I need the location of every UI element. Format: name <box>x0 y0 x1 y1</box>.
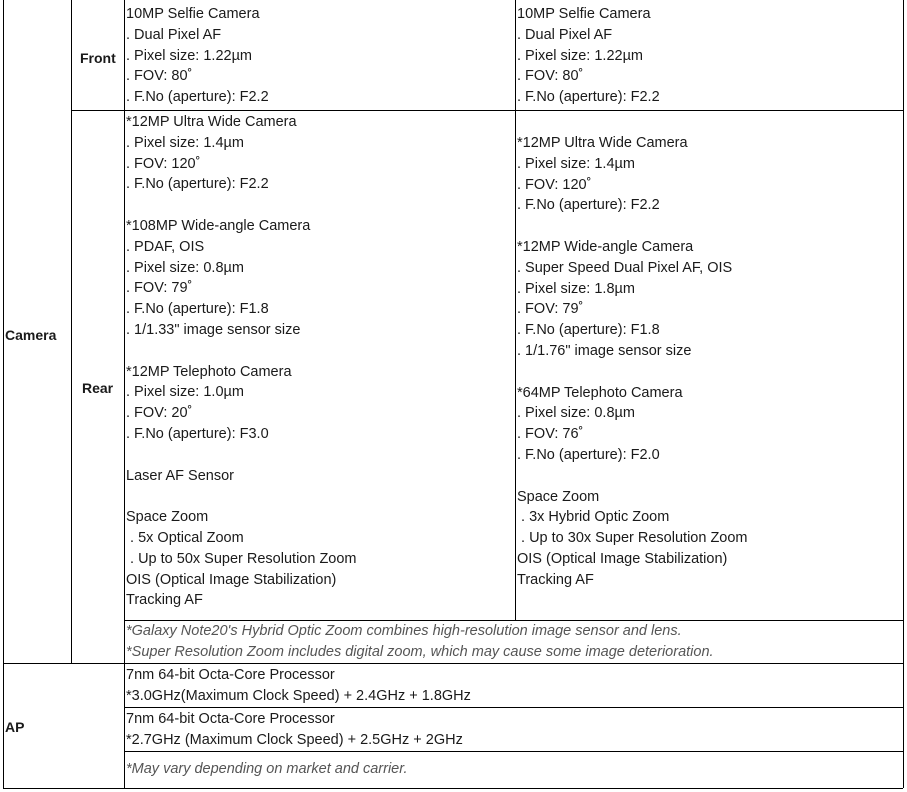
subsection-label-rear: Rear <box>82 380 114 396</box>
spec-line: 7nm 64-bit Octa-Core Processor <box>126 667 335 683</box>
divider-label-content <box>124 0 125 788</box>
spec-line: . F.No (aperture): F1.8 <box>517 322 660 339</box>
spec-line: 10MP Selfie Camera <box>517 6 651 22</box>
spec-line: . Pixel size: 1.4µm <box>517 155 635 172</box>
spec-line: . Dual Pixel AF <box>517 26 613 43</box>
rear-camera-left-specs <box>126 112 357 611</box>
spec-line: . Pixel size: 0.8µm <box>126 259 244 276</box>
spec-line: *12MP Wide-angle Camera <box>517 238 694 255</box>
spec-line: *2.7GHz (Maximum Clock Speed) + 2.5GHz + 2GHz <box>126 731 463 748</box>
table-border-left <box>3 0 4 788</box>
spec-line: Tracking AF <box>126 592 203 609</box>
spec-line: . Pixel size: 1.0µm <box>126 384 244 401</box>
spec-line: *3.0GHz(Maximum Clock Speed) + 2.4GHz + 1.8GHz <box>126 687 471 704</box>
spec-line: Space Zoom <box>517 488 600 505</box>
spec-line: . 1/1.33" image sensor size <box>126 321 301 338</box>
spec-line: 7nm 64-bit Octa-Core Processor <box>126 711 335 727</box>
spec-line: . Dual Pixel AF <box>126 26 222 43</box>
spec-line: . FOV: 79˚ <box>517 301 584 318</box>
footnote: *Galaxy Note20's Hybrid Optic Zoom combines high-resolution image sensor and lens. <box>126 623 682 639</box>
rear-camera-right-specs <box>517 133 748 591</box>
spec-line: Laser AF Sensor <box>126 467 234 484</box>
spec-line: . FOV: 20˚ <box>126 405 193 422</box>
divider-model-columns <box>515 0 516 620</box>
spec-line: . Super Speed Dual Pixel AF, OIS <box>517 259 733 276</box>
spec-line: *12MP Telephoto Camera <box>126 363 292 380</box>
spec-line: . FOV: 80˚ <box>126 68 193 85</box>
spec-line: . FOV: 120˚ <box>126 155 201 172</box>
spec-line: *64MP Telephoto Camera <box>517 384 683 401</box>
spec-line: . F.No (aperture): F2.2 <box>126 89 269 106</box>
spec-line: Space Zoom <box>126 509 209 526</box>
spec-line: . F.No (aperture): F2.2 <box>517 89 660 106</box>
front-camera-right-specs <box>517 4 660 108</box>
spec-line: . F.No (aperture): F3.0 <box>126 425 269 442</box>
divider-front-rear <box>71 110 903 111</box>
spec-line: . 1/1.76" image sensor size <box>517 342 692 359</box>
divider-camera-ap <box>3 663 903 664</box>
spec-line: . F.No (aperture): F2.0 <box>517 446 660 463</box>
spec-line: . Pixel size: 1.22µm <box>126 47 253 64</box>
spec-line: . 5x Optical Zoom <box>126 529 244 546</box>
table-border-right <box>903 0 904 788</box>
section-label-ap: AP <box>5 719 25 735</box>
spec-line: . FOV: 79˚ <box>126 280 193 297</box>
ap-processor-second <box>126 709 463 751</box>
spec-line: . PDAF, OIS <box>126 238 205 255</box>
spec-line: . Pixel size: 1.4µm <box>126 134 244 151</box>
spec-line: . 3x Hybrid Optic Zoom <box>517 509 670 526</box>
spec-line: *108MP Wide-angle Camera <box>126 217 311 234</box>
spec-line: OIS (Optical Image Stabilization) <box>517 550 728 567</box>
spec-line: . Up to 30x Super Resolution Zoom <box>517 530 748 547</box>
spec-line: . FOV: 80˚ <box>517 68 584 85</box>
ap-footnote <box>126 759 408 780</box>
spec-line: *12MP Ultra Wide Camera <box>517 135 688 151</box>
camera-footnotes <box>126 621 714 663</box>
spec-line: . FOV: 120˚ <box>517 176 592 193</box>
spec-line: 10MP Selfie Camera <box>126 6 260 22</box>
divider-ap-rows <box>124 707 903 708</box>
spec-line: . Pixel size: 0.8µm <box>517 405 635 422</box>
divider-ap-note <box>124 751 903 752</box>
spec-line: . F.No (aperture): F2.2 <box>126 176 269 193</box>
spec-line: Tracking AF <box>517 571 594 588</box>
front-camera-left-specs <box>126 4 269 108</box>
section-label-camera: Camera <box>5 327 57 343</box>
spec-line: . FOV: 76˚ <box>517 426 584 443</box>
spec-line: . F.No (aperture): F2.2 <box>517 197 660 214</box>
spec-line: . Up to 50x Super Resolution Zoom <box>126 550 357 567</box>
subsection-label-front: Front <box>80 50 116 66</box>
footnote: *Super Resolution Zoom includes digital zoom, which may cause some image deterioration. <box>126 644 714 660</box>
spec-line: *12MP Ultra Wide Camera <box>126 114 297 130</box>
spec-line: . F.No (aperture): F1.8 <box>126 301 269 318</box>
spec-line: OIS (Optical Image Stabilization) <box>126 571 337 588</box>
spec-line: . Pixel size: 1.22µm <box>517 47 644 64</box>
footnote: *May vary depending on market and carrier. <box>126 761 408 777</box>
table-border-bottom <box>3 788 903 789</box>
ap-processor-first <box>126 665 471 707</box>
divider-section-subsection <box>71 0 72 663</box>
spec-line: . Pixel size: 1.8µm <box>517 280 635 297</box>
